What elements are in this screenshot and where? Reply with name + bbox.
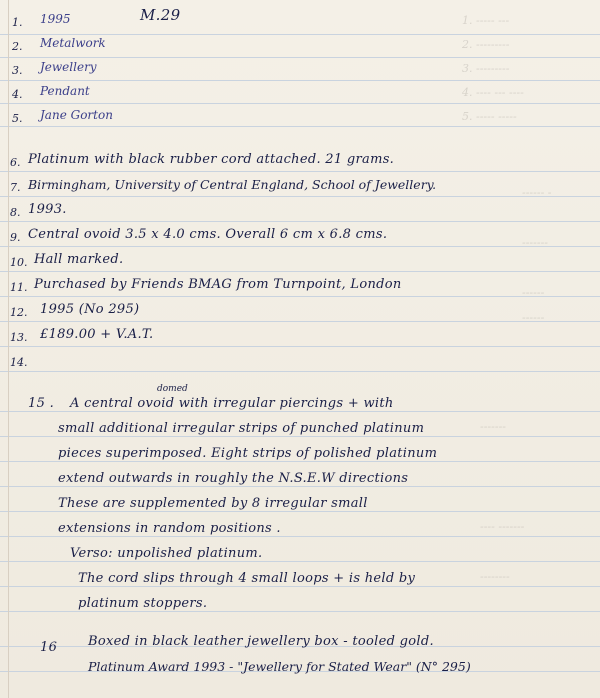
list-number: 1. [12, 16, 23, 29]
list-number: 10. [10, 256, 28, 269]
list-item: Jane Gorton [40, 108, 113, 122]
list-item: Birmingham, University of Central England, School of Jewellery. [28, 177, 437, 192]
list-item: 1995 (No 295) [40, 302, 140, 317]
list-number: 4. [12, 88, 23, 101]
list-number: 13. [10, 331, 28, 344]
list-number: 11. [10, 281, 28, 294]
list-item: 1995 [40, 12, 71, 26]
list-item: Pendant [40, 84, 90, 98]
list-item: £189.00 + V.A.T. [40, 327, 154, 342]
paragraph-line: Platinum Award 1993 - "Jewellery for Stated Wear" (N° 295) [88, 659, 471, 674]
list-number: 9. [10, 231, 21, 244]
list-number: 7. [10, 181, 21, 194]
list-number: 14. [10, 356, 28, 369]
list-number: 3. [12, 64, 23, 77]
list-number: 2. [12, 40, 23, 53]
paragraph-line: The cord slips through 4 small loops + is held by [78, 571, 416, 586]
catalogue-ref: M.29 [140, 6, 181, 24]
list-item: 1993. [28, 202, 67, 217]
list-item: Metalwork [40, 36, 106, 50]
list-number: 8. [10, 206, 21, 219]
paragraph-line: Boxed in black leather jewellery box - tooled gold. [88, 634, 434, 649]
list-item: Hall marked. [34, 252, 124, 267]
paragraph-line: extend outwards in roughly the N.S.E.W directions [58, 471, 409, 486]
paragraph-number: 15 . [28, 396, 55, 411]
paragraph-line: These are supplemented by 8 irregular small [58, 496, 368, 511]
list-number: 6. [10, 156, 21, 169]
handwritten-catalogue-page: 1. ----- --- 2. --------- 3. --------- 4. ---- --- ---- 5. ----- ----- ------ - ------- ------ ------ ------- ---- ------- -------- M.29 1. 1995 2. Metalwork 3. Jewellery 4. Pendant 5. Jane Gorton 6. Platinum with black rubber cord attached. 21 grams. 7. Birmingham, University of Central England, School of Jewellery. 8. 1993. 9. Central ovoid 3.5 x 4.0 cms. Overall 6 cm x 6.8 cms. 10. Hall marked. 11. Purchased by Friends BMAG from Turnpoint, London 12. 1995 (No 295) 13. £189.00 + V.A.T. 14. domed 15 . A central ovoid with irregular piercings + with small additional irregular strips of punched platinum pieces superimposed. Eight strips of polished platinum extend outwards in roughly the N.S.E.W directions These are supplemented by 8 irregular small extensions in random positions . Verso: unpolished platinum. The cord slips through 4 small loops + is held by platinum stoppers. 16 Boxed in black leather jewellery box - tooled gold. Platinum Award 1993 - "Jewellery for Stated Wear" (N° 295) [0, 0, 600, 698]
inserted-word: domed [157, 384, 188, 394]
paragraph-line: A central ovoid with irregular piercings + with [70, 396, 394, 411]
paragraph-line: extensions in random positions . [58, 521, 281, 536]
paragraph-line: Verso: unpolished platinum. [70, 546, 263, 561]
paragraph-line: pieces superimposed. Eight strips of polished platinum [58, 446, 438, 461]
paragraph-line: platinum stoppers. [78, 596, 208, 611]
list-number: 5. [12, 112, 23, 125]
list-item: Purchased by Friends BMAG from Turnpoint, London [34, 277, 402, 292]
list-number: 12. [10, 306, 28, 319]
paragraph-number: 16 [40, 640, 58, 655]
paragraph-line: small additional irregular strips of punched platinum [58, 421, 425, 436]
list-item: Central ovoid 3.5 x 4.0 cms. Overall 6 cm x 6.8 cms. [28, 227, 388, 242]
list-item: Platinum with black rubber cord attached. 21 grams. [28, 152, 395, 167]
list-item: Jewellery [40, 60, 97, 74]
